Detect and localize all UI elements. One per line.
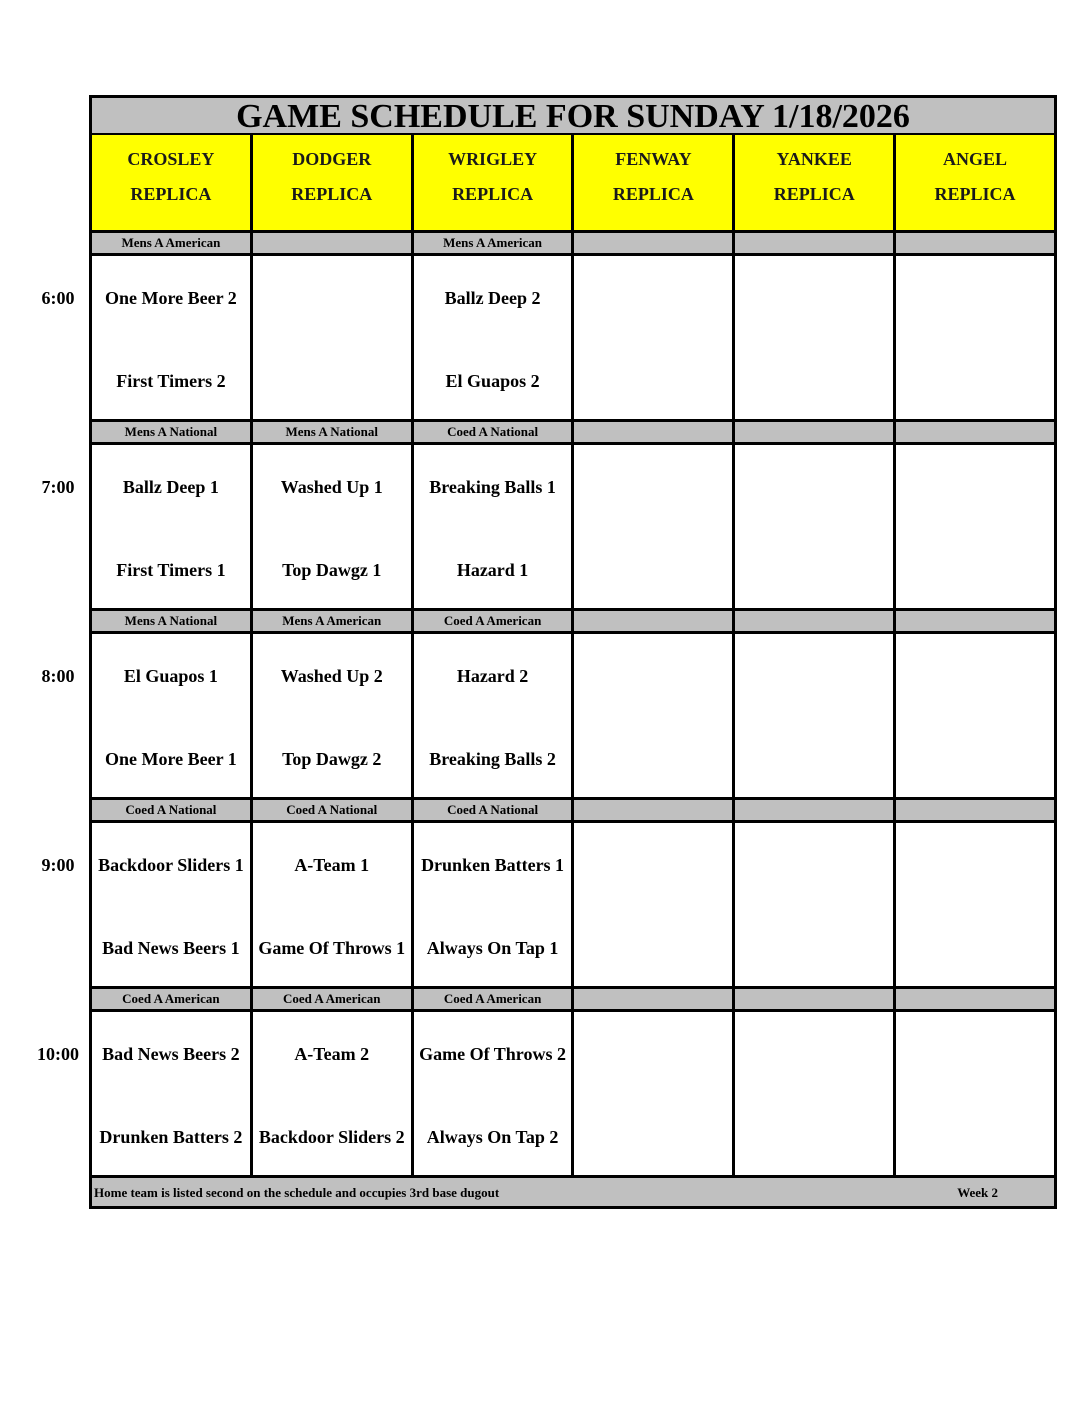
field-header-yankee xyxy=(735,135,896,230)
division-label: Coed A American xyxy=(253,989,414,1009)
division-label xyxy=(735,422,896,442)
division-label: Coed A National xyxy=(92,800,253,820)
field-subtitle: REPLICA xyxy=(291,184,373,204)
game-cell xyxy=(574,1012,735,1175)
game-cell xyxy=(253,634,414,797)
away-team: Washed Up 2 xyxy=(280,666,383,686)
game-row xyxy=(92,256,1054,422)
division-label xyxy=(574,989,735,1009)
home-team: Bad News Beers 1 xyxy=(102,938,240,958)
away-team: Backdoor Sliders 1 xyxy=(98,855,244,875)
away-team: A-Team 1 xyxy=(294,855,370,875)
home-team: Backdoor Sliders 2 xyxy=(258,1127,405,1147)
game-cell xyxy=(253,256,414,419)
field-header-row xyxy=(92,135,1054,233)
field-header-dodger xyxy=(253,135,414,230)
division-row xyxy=(92,989,1054,1012)
division-label: Coed A American xyxy=(414,611,575,631)
game-cell xyxy=(92,823,253,986)
field-header-crosley xyxy=(92,135,253,230)
footer-bar xyxy=(92,1178,1054,1206)
home-team: Game Of Throws 1 xyxy=(258,938,406,958)
game-cell xyxy=(896,256,1054,419)
division-label xyxy=(735,800,896,820)
division-row xyxy=(92,422,1054,445)
field-name: FENWAY xyxy=(615,149,692,169)
game-row xyxy=(92,823,1054,989)
field-subtitle: REPLICA xyxy=(452,184,534,204)
time-label: 6:00 xyxy=(41,288,75,308)
division-label xyxy=(735,611,896,631)
schedule-title: GAME SCHEDULE FOR SUNDAY 1/18/2026 xyxy=(92,98,1054,135)
away-team: One More Beer 2 xyxy=(105,288,237,308)
home-team: Always On Tap 2 xyxy=(426,1127,559,1147)
time-label: 9:00 xyxy=(41,855,75,875)
home-team: Top Dawgz 1 xyxy=(282,560,382,580)
division-label: Mens A American xyxy=(414,233,575,253)
home-team: One More Beer 1 xyxy=(105,749,237,769)
division-label xyxy=(574,800,735,820)
field-subtitle: REPLICA xyxy=(934,184,1016,204)
game-cell xyxy=(414,445,575,608)
field-name: CROSLEY xyxy=(127,149,215,169)
away-team: Ballz Deep 2 xyxy=(444,288,541,308)
away-team: Bad News Beers 2 xyxy=(102,1044,240,1064)
division-label: Mens A American xyxy=(92,233,253,253)
game-cell xyxy=(253,445,414,608)
home-team: First Timers 1 xyxy=(116,560,226,580)
game-cell xyxy=(414,634,575,797)
away-team: Ballz Deep 1 xyxy=(122,477,219,497)
division-label xyxy=(896,422,1054,442)
game-cell xyxy=(735,256,896,419)
home-team: Top Dawgz 2 xyxy=(282,749,382,769)
game-cell xyxy=(574,256,735,419)
away-team: Breaking Balls 1 xyxy=(429,477,556,497)
game-row xyxy=(92,634,1054,800)
game-cell xyxy=(896,823,1054,986)
division-label: Coed A National xyxy=(253,800,414,820)
division-label xyxy=(896,611,1054,631)
division-label xyxy=(735,989,896,1009)
division-label xyxy=(896,800,1054,820)
field-header-angel xyxy=(896,135,1054,230)
game-row xyxy=(92,445,1054,611)
game-cell xyxy=(574,634,735,797)
division-label xyxy=(574,422,735,442)
game-cell xyxy=(735,1012,896,1175)
time-label: 10:00 xyxy=(37,1044,79,1064)
field-name: WRIGLEY xyxy=(448,149,538,169)
division-row xyxy=(92,800,1054,823)
game-cell xyxy=(92,445,253,608)
away-team: Hazard 2 xyxy=(456,666,529,686)
field-subtitle: REPLICA xyxy=(130,184,212,204)
division-label xyxy=(735,233,896,253)
home-team: Always On Tap 1 xyxy=(426,938,559,958)
game-cell xyxy=(735,823,896,986)
game-cell xyxy=(735,634,896,797)
division-label xyxy=(896,989,1054,1009)
division-label: Mens A National xyxy=(253,422,414,442)
field-name: DODGER xyxy=(292,149,372,169)
division-label xyxy=(896,233,1054,253)
home-team: Hazard 1 xyxy=(456,560,529,580)
game-cell xyxy=(414,1012,575,1175)
game-cell xyxy=(574,823,735,986)
home-team: Breaking Balls 2 xyxy=(429,749,556,769)
game-cell xyxy=(735,445,896,608)
field-header-wrigley xyxy=(414,135,575,230)
time-label: 7:00 xyxy=(41,477,75,497)
game-cell xyxy=(896,1012,1054,1175)
home-team: Drunken Batters 2 xyxy=(99,1127,243,1147)
footer-note: Home team is listed second on the schedule and occupies 3rd base dugout xyxy=(94,1185,500,1200)
game-cell xyxy=(414,256,575,419)
field-name: ANGEL xyxy=(943,149,1008,169)
game-cell xyxy=(92,1012,253,1175)
game-cell xyxy=(896,634,1054,797)
game-cell xyxy=(414,823,575,986)
home-team: First Timers 2 xyxy=(116,371,226,391)
game-cell xyxy=(253,1012,414,1175)
away-team: A-Team 2 xyxy=(294,1044,370,1064)
game-cell xyxy=(253,823,414,986)
division-label: Coed A National xyxy=(414,422,575,442)
division-label: Coed A American xyxy=(92,989,253,1009)
field-subtitle: REPLICA xyxy=(773,184,855,204)
game-cell xyxy=(92,634,253,797)
division-label: Coed A National xyxy=(414,800,575,820)
away-team: Game Of Throws 2 xyxy=(419,1044,566,1064)
division-label: Mens A National xyxy=(92,422,253,442)
division-label: Mens A American xyxy=(253,611,414,631)
time-label: 8:00 xyxy=(41,666,75,686)
field-subtitle: REPLICA xyxy=(612,184,694,204)
division-row xyxy=(92,233,1054,256)
field-name: YANKEE xyxy=(776,149,852,169)
week-label: Week 2 xyxy=(957,1185,998,1200)
game-cell xyxy=(896,445,1054,608)
division-label xyxy=(574,233,735,253)
home-team: El Guapos 2 xyxy=(445,371,540,391)
away-team: El Guapos 1 xyxy=(123,666,218,686)
division-label xyxy=(253,233,414,253)
away-team: Drunken Batters 1 xyxy=(421,855,565,875)
time-slots xyxy=(92,233,1054,1178)
field-header-fenway xyxy=(574,135,735,230)
game-cell xyxy=(92,256,253,419)
division-row xyxy=(92,611,1054,634)
game-cell xyxy=(574,445,735,608)
schedule-table xyxy=(89,95,1057,1209)
game-row xyxy=(92,1012,1054,1178)
away-team: Washed Up 1 xyxy=(280,477,383,497)
division-label: Coed A American xyxy=(414,989,575,1009)
division-label xyxy=(574,611,735,631)
division-label: Mens A National xyxy=(92,611,253,631)
